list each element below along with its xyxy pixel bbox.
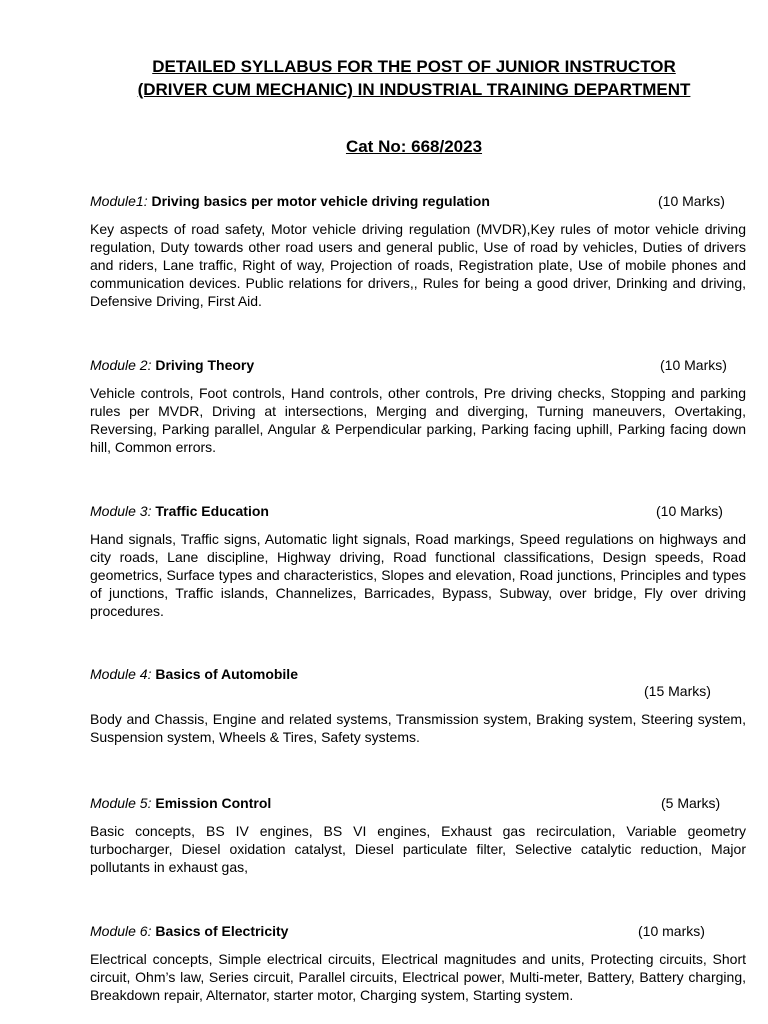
- module-description: Key aspects of road safety, Motor vehicle driving regulation (MVDR),Key rules of motor vehicle driving regulation, Duty towards other road users and general public, Use of road by vehicles, Duties of drivers and riders, Lane traffic, Right of way, Projection of roads, Registration plate, Use of mobile phones and communication devices. Public relations for drivers,, Rules for being a good driver, Drinking and driving, Defensive Driving, First Aid.: [90, 221, 746, 309]
- module-title: Basics of Electricity: [155, 923, 289, 939]
- module-heading: [90, 501, 746, 521]
- module-label: Module 4:: [90, 666, 156, 682]
- document-title-line-2: (DRIVER CUM MECHANIC) IN INDUSTRIAL TRAINING DEPARTMENT: [137, 80, 691, 99]
- module-description: Body and Chassis, Engine and related systems, Transmission system, Braking system, Steering system, Suspension system, Wheels & Tires, Safety systems.: [90, 711, 746, 745]
- module-title: Emission Control: [155, 795, 272, 811]
- module-3: [90, 501, 746, 620]
- module-marks: (10 Marks): [656, 503, 723, 519]
- module-heading: [90, 191, 746, 211]
- module-title: Traffic Education: [155, 503, 269, 519]
- module-label: Module 3:: [90, 503, 156, 519]
- document-title-line-1: DETAILED SYLLABUS FOR THE POST OF JUNIOR INSTRUCTOR: [152, 57, 676, 76]
- category-number: Cat No: 668/2023: [345, 137, 483, 156]
- module-title: Driving basics per motor vehicle driving regulation: [151, 193, 490, 209]
- module-4: [90, 664, 746, 746]
- module-title: Driving Theory: [155, 357, 255, 373]
- module-marks: (10 Marks): [660, 357, 727, 373]
- module-description: Basic concepts, BS IV engines, BS VI engines, Exhaust gas recirculation, Variable geometry turbocharger, Diesel oxidation catalyst, Diesel particulate filter, Selective catalytic reduction, Major pollutants in exhaust gas,: [90, 823, 746, 875]
- module-label: Module 2:: [90, 357, 156, 373]
- module-6: [90, 921, 746, 1004]
- module-marks: (10 Marks): [658, 193, 725, 209]
- module-label: Module 5:: [90, 795, 156, 811]
- module-5: [90, 793, 746, 876]
- module-heading: [90, 664, 746, 684]
- module-marks: (5 Marks): [661, 795, 721, 811]
- module-marks: (15 Marks): [644, 683, 711, 699]
- module-heading: [90, 921, 746, 941]
- module-marks: (10 marks): [638, 923, 705, 939]
- module-title: Basics of Automobile: [155, 666, 298, 682]
- module-heading: [90, 355, 746, 375]
- module-label: Module1:: [90, 193, 152, 209]
- module-1: [90, 191, 746, 310]
- module-heading: [90, 793, 746, 813]
- module-description: Electrical concepts, Simple electrical circuits, Electrical magnitudes and units, Protecting circuits, Short circuit, Ohm’s law, Series circuit, Parallel circuits, Electrical power, Multi-meter, Battery, Battery charging, Breakdown repair, Alternator, starter motor, Charging system, Starting system.: [90, 951, 746, 1003]
- module-description: Vehicle controls, Foot controls, Hand controls, other controls, Pre driving checks, Stopping and parking rules per MVDR, Driving at intersections, Merging and diverging, Turning maneuvers, Overtaking, Reversing, Parking parallel, Angular & Perpendicular parking, Parking facing uphill, Parking facing down hill, Common errors.: [90, 385, 746, 455]
- module-2: [90, 355, 746, 456]
- module-description: Hand signals, Traffic signs, Automatic light signals, Road markings, Speed regulations on highways and city roads, Lane discipline, Highway driving, Road functional classifications, Design speeds, Road geometrics, Surface types and characteristics, Slopes and elevation, Road junctions, Principles and types of junctions, Traffic islands, Channelizes, Barricades, Bypass, Subway, over bridge, Fly over driving procedures.: [90, 531, 746, 619]
- module-label: Module 6:: [90, 923, 156, 939]
